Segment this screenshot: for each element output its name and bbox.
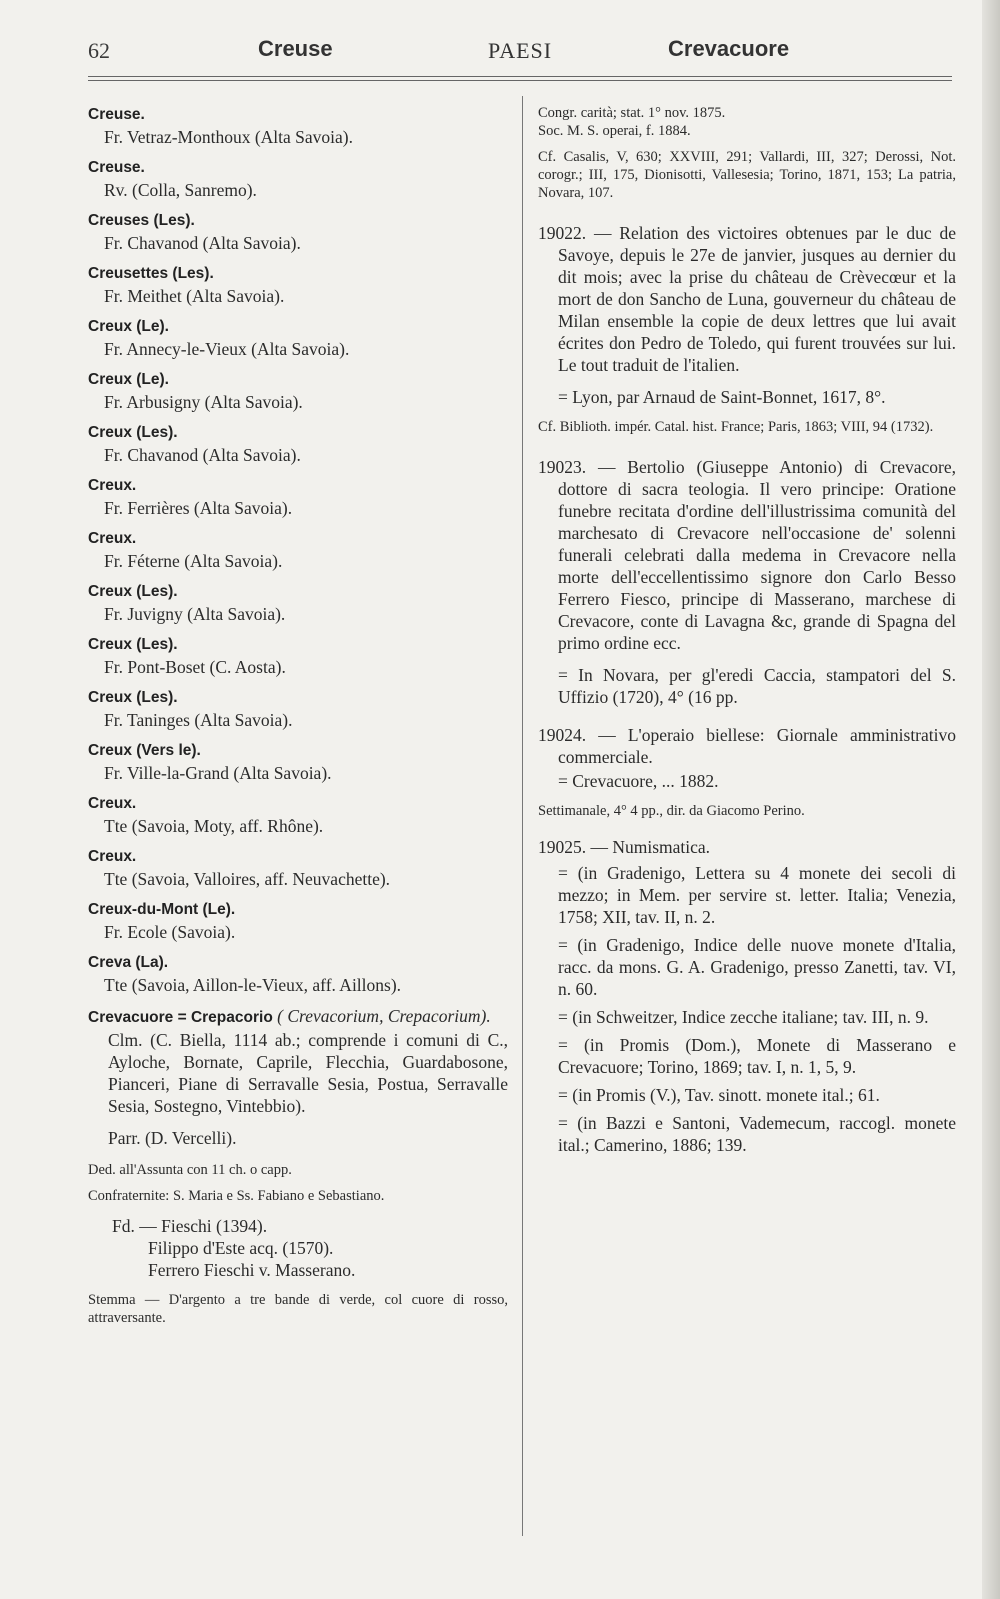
gazetteer-entry: [88, 528, 508, 572]
left-column: [88, 104, 508, 1337]
entry-headword: Creux (Le).: [88, 318, 169, 335]
running-head-right: Crevacuore: [668, 36, 790, 61]
entry-19022-cf: Cf. Biblioth. impér. Catal. hist. France; Paris, 1863; VIII, 94 (1732).: [538, 419, 934, 435]
page-edge: [982, 0, 1000, 1599]
entry-headword: Creux.: [88, 795, 137, 812]
feudatari-line: Ferrero Fieschi v. Masserano.: [148, 1260, 356, 1280]
entry-19023: 19023. — Bertolio (Giuseppe Antonio) di Crevacore, dottore di sacra teologia. Il vero principe: Oratione funebre recitata d'ordine dell'illustrissima comunità del marchesato di Crevacore nell'occasione de' solenni funerali celebrati dalla medema in Crevacore nella morte dell'eccellentissimo signore don Carlo Besso Ferrero Fiesco, principe di Masserano, marchese di Crevacore, conte di Lavagna &c, grande di Spagna del primo ordine ecc.: [538, 457, 956, 653]
entry-location: Fr. Chavanod (Alta Savoia).: [104, 233, 301, 253]
soc-text: Soc. M. S. operai, f. 1884.: [538, 123, 691, 139]
numismatica-reference: = (in Gradenigo, Indice delle nuove monete d'Italia, racc. da mons. G. A. Gradenigo, presso Zanetti, tav. VI, n. 60.: [558, 935, 956, 999]
numismatica-reference: = (in Promis (Dom.), Monete di Masserano e Crevacuore; Torino, 1869; tav. I, n. 1, 5, 9.: [558, 1035, 956, 1077]
entry-location: Fr. Taninges (Alta Savoia).: [104, 710, 293, 730]
entry-headword: Creux (Vers le).: [88, 742, 201, 759]
entry-19025: 19025. — Numismatica.: [538, 837, 711, 857]
entry-19024-note: Settimanale, 4° 4 pp., dir. da Giacomo Perino.: [538, 803, 805, 819]
entry-headword: Creux (Les).: [88, 689, 178, 706]
parish-text: Parr. (D. Vercelli).: [108, 1128, 237, 1148]
dedication-text: Ded. all'Assunta con 11 ch. o capp.: [88, 1162, 292, 1178]
entry-headword: Creux.: [88, 477, 137, 494]
gazetteer-entry: [88, 210, 508, 254]
gazetteer-entry: [88, 263, 508, 307]
gazetteer-entry: [88, 104, 508, 148]
entry-location: Fr. Arbusigny (Alta Savoia).: [104, 392, 303, 412]
entry-headword: Creux.: [88, 530, 137, 547]
confraternite-text: Confraternite: S. Maria e Ss. Fabiano e Sebastiano.: [88, 1188, 385, 1204]
entry-headword: Creusettes (Les).: [88, 265, 214, 282]
entry-headword: Creux.: [88, 848, 137, 865]
numismatica-references: [538, 862, 956, 1156]
page-number: 62: [88, 38, 110, 63]
column-divider: [522, 96, 523, 1536]
entry-19022: 19022. — Relation des victoires obtenues par le duc de Savoye, depuis le 27e de janvier, jusques au dernier du dit mois; avec la prise du château de Crèvecœur et la mort de don Sancho de Luna, gouverneur du château de Milan ensemble la copie de deux lettres que lui avait écrites don Pedro de Toledo, qui furent trouvées sur lui. Le tout traduit de l'italien.: [538, 223, 956, 375]
numismatica-reference: = (in Promis (V.), Tav. sinott. monete ital.; 61.: [558, 1085, 880, 1105]
entry-headword: Crevacuore = Crepacorio: [88, 1009, 273, 1026]
entry-location: Fr. Meithet (Alta Savoia).: [104, 286, 285, 306]
numismatica-reference: = (in Gradenigo, Lettera su 4 monete dei secoli di mezzo; in Mem. per servire st. letter. Italia; Venezia, 1758; XII, tav. II, n. 2.: [558, 863, 956, 927]
circondario-text: Clm. (C. Biella, 1114 ab.; comprende i comuni di C., Ayloche, Bornate, Caprile, Flecchia, Guardabosone, Pianceri, Piane di Serravalle Sesia, Postua, Serravalle Sesia, Sostegno, Vintebbio).: [108, 1030, 508, 1116]
gazetteer-entry: [88, 316, 508, 360]
gazetteer-entry: [88, 157, 508, 201]
running-head-center: PAESI: [488, 38, 553, 63]
header-rule-bottom: [88, 80, 952, 81]
gazetteer-entries: [88, 104, 508, 996]
cf-references: Cf. Casalis, V, 630; XXVIII, 291; Vallardi, III, 327; Derossi, Not. corogr.; III, 175, Dionisotti, Vallesesia; Torino, 1871, 153; La patria, Novara, 107.: [538, 149, 956, 201]
entry-location: Tte (Savoia, Moty, aff. Rhône).: [104, 816, 324, 836]
right-column: [538, 104, 956, 1162]
entry-location: Rv. (Colla, Sanremo).: [104, 180, 257, 200]
entry-19024: 19024. — L'operaio biellese: Giornale amministrativo commerciale.: [538, 725, 956, 767]
entry-location: Fr. Juvigny (Alta Savoia).: [104, 604, 286, 624]
entry-19022-imprint: = Lyon, par Arnaud de Saint-Bonnet, 1617, 8°.: [558, 387, 886, 407]
entry-location: Tte (Savoia, Valloires, aff. Neuvachette).: [104, 869, 391, 889]
numismatica-reference: = (in Bazzi e Santoni, Vademecum, raccogl. monete ital.; Camerino, 1886; 139.: [558, 1113, 956, 1155]
entry-headword: Creux-du-Mont (Le).: [88, 901, 236, 918]
congr-text: Congr. carità; stat. 1° nov. 1875.: [538, 105, 726, 121]
entry-location: Fr. Ecole (Savoia).: [104, 922, 236, 942]
gazetteer-entry: [88, 899, 508, 943]
crevacuore-entry: [88, 1005, 508, 1327]
gazetteer-entry: [88, 793, 508, 837]
gazetteer-entry: [88, 740, 508, 784]
entry-headword: Creva (La).: [88, 954, 169, 971]
entry-location: Fr. Vetraz-Monthoux (Alta Savoia).: [104, 127, 354, 147]
gazetteer-entry: [88, 687, 508, 731]
numismatica-reference: = (in Schweitzer, Indice zecche italiane; tav. III, n. 9.: [558, 1007, 929, 1027]
entry-headword: Creux (Les).: [88, 424, 178, 441]
gazetteer-entry: [88, 369, 508, 413]
entry-location: Fr. Annecy-le-Vieux (Alta Savoia).: [104, 339, 350, 359]
entry-location: Fr. Ferrières (Alta Savoia).: [104, 498, 293, 518]
entry-location: Fr. Pont-Boset (C. Aosta).: [104, 657, 286, 677]
gazetteer-entry: [88, 475, 508, 519]
entry-headword: Creux (Les).: [88, 583, 178, 600]
entry-19023-imprint: = In Novara, per gl'eredi Caccia, stampatori del S. Uffizio (1720), 4° (16 pp.: [558, 665, 956, 707]
entry-location: Fr. Chavanod (Alta Savoia).: [104, 445, 301, 465]
entry-location: Fr. Féterne (Alta Savoia).: [104, 551, 283, 571]
entry-headword: Creuses (Les).: [88, 212, 195, 229]
crevacuore-headword-line: [88, 1005, 508, 1029]
entry-headword: Creuse.: [88, 106, 145, 123]
header-rule-top: [88, 76, 952, 77]
feudatari-line: Fd. — Fieschi (1394).: [112, 1216, 268, 1236]
gazetteer-entry: [88, 846, 508, 890]
feudatari-line: Filippo d'Este acq. (1570).: [148, 1238, 334, 1258]
entry-location: Fr. Ville-la-Grand (Alta Savoia).: [104, 763, 332, 783]
entry-headword-variants: ( Crevacorium, Crepacorium).: [277, 1006, 491, 1026]
entry-headword: Creux (Les).: [88, 636, 178, 653]
entry-location: Tte (Savoia, Aillon-le-Vieux, aff. Aillons).: [104, 975, 402, 995]
gazetteer-entry: [88, 952, 508, 996]
stemma-text: Stemma — D'argento a tre bande di verde, col cuore di rosso, attraversante.: [88, 1292, 508, 1326]
entry-19024-imprint: = Crevacuore, ... 1882.: [558, 771, 719, 791]
gazetteer-entry: [88, 634, 508, 678]
running-head-left: Creuse: [258, 36, 333, 61]
feudatari-block: [88, 1215, 508, 1281]
gazetteer-entry: [88, 581, 508, 625]
gazetteer-entry: [88, 422, 508, 466]
entry-headword: Creuse.: [88, 159, 145, 176]
entry-headword: Creux (Le).: [88, 371, 169, 388]
page-header: [88, 32, 952, 68]
